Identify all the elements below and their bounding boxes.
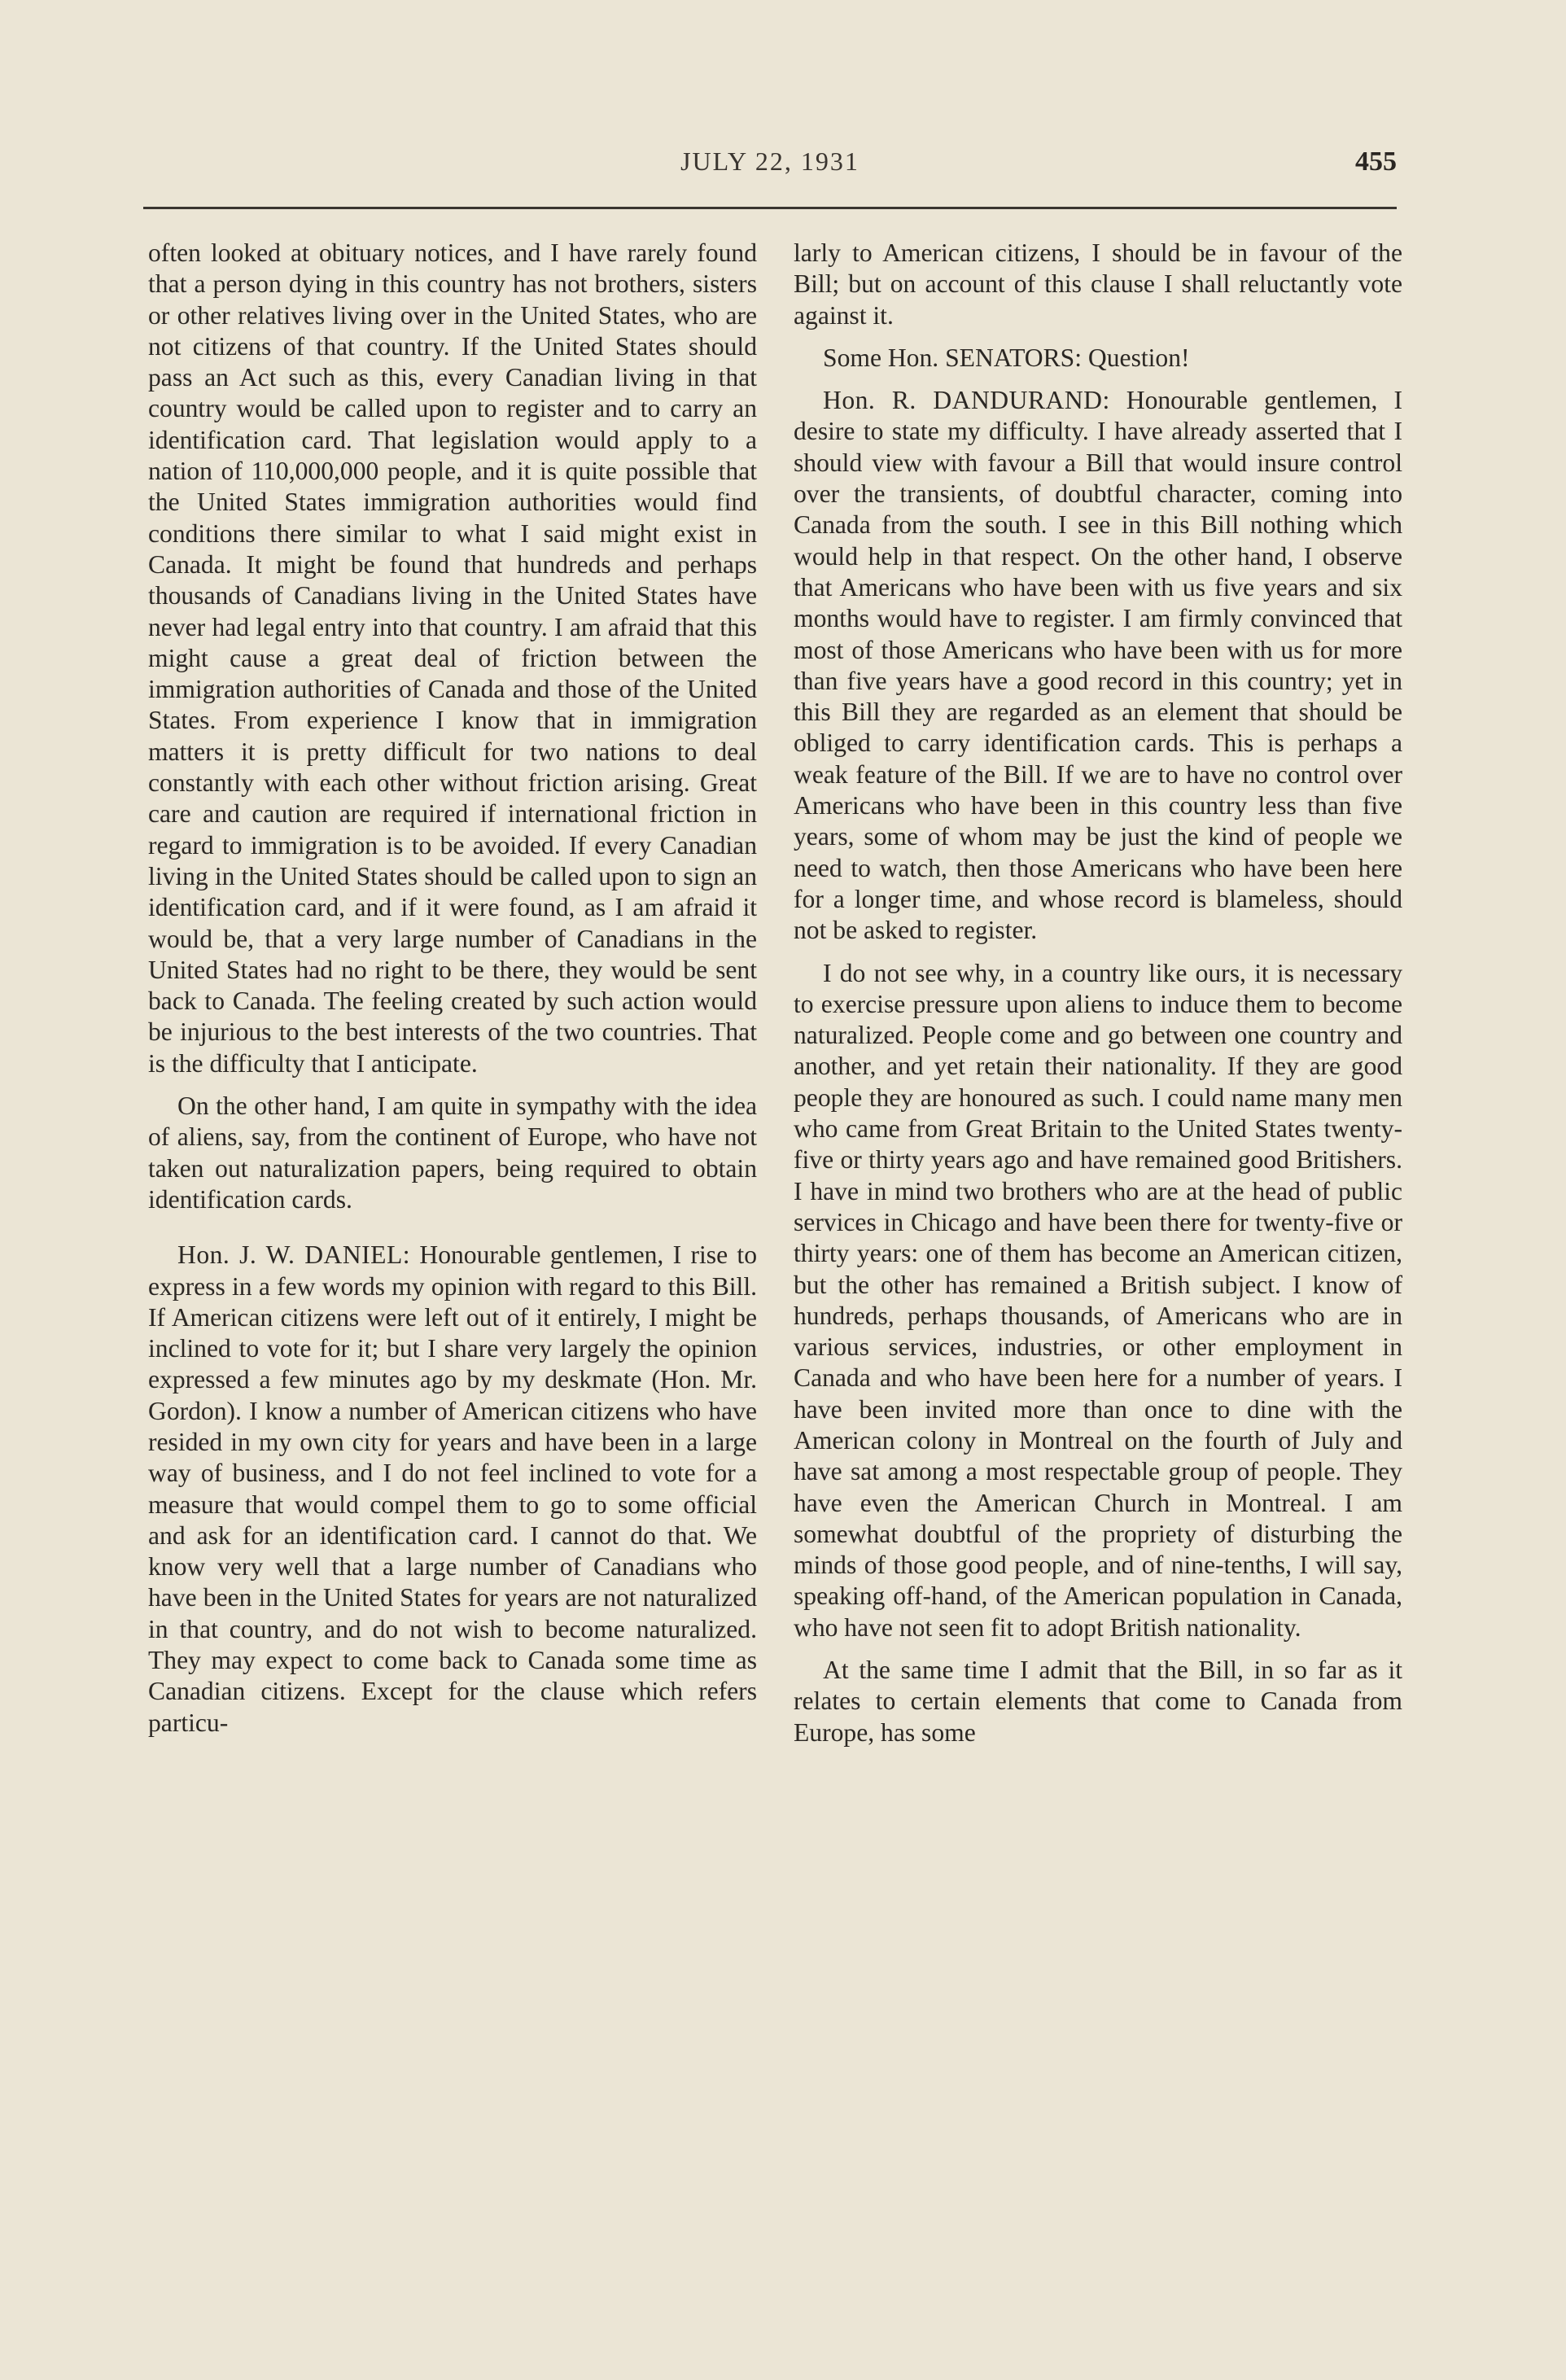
left-paragraph-3 bbox=[148, 1240, 757, 1739]
page-header bbox=[143, 147, 1397, 195]
right-paragraph-3 bbox=[794, 385, 1402, 946]
right-paragraph-1: larly to American citizens, I should be in favour of the Bill; but on account of this clause I shall reluctantly vote against it. bbox=[794, 238, 1402, 330]
left-paragraph-2: On the other hand, I am quite in sympathy with the idea of aliens, say, from the continent of Europe, who have not taken out naturalization papers, being required to obtain identification cards. bbox=[148, 1092, 757, 1214]
right-column bbox=[794, 238, 1402, 1748]
right-paragraph-2: Some Hon. SENATORS: Question! bbox=[823, 343, 1190, 372]
daniel-speech: Honourable gentlemen, I rise to express in a few words my opinion with regard to this Bill. If American citizens were left out of it entirely, I might be inclined to vote for it; but I share very largely the opinion expressed a few minutes ago by my deskmate (Hon. Mr. Gordon). I know a number of American citizens who have resided in my own city for years and have been in a large way of business, and I do not feel inclined to vote for a measure that would compel them to go to some official and ask for an identification card. I cannot do that. We know very well that a large number of Canadians who have been in the United States for years are not naturalized in that country, and do not wish to become naturalized. They may expect to come back to Canada some time as Canadian citizens. Except for the clause which refers particu- bbox=[148, 1240, 757, 1737]
speaker-dandurand: Hon. R. DANDURAND: bbox=[823, 386, 1110, 415]
left-column bbox=[148, 238, 757, 1739]
page-number: 455 bbox=[1355, 147, 1397, 177]
header-date: JULY 22, 1931 bbox=[680, 147, 860, 176]
right-paragraph-4: I do not see why, in a country like ours, it is necessary to exercise pressure upon aliens to induce them to become naturalized. People come and go between one country and another, and yet retain their nationality. If they are good people they are honoured as such. I could name many men who came from Great Britain to the United States twenty-five or thirty years ago and have remained good Britishers. I have in mind two brothers who are at the head of public services in Chicago and have been there for twenty-five or thirty years: one of them has become an American citizen, but the other has remained a British subject. I know of hundreds, perhaps thousands, of Americans who are in various services, industries, or other employment in Canada and who have been here for a number of years. I have been invited more than once to dine with the American colony in Montreal on the fourth of July and have sat among a most respectable group of people. They have even the American Church in Montreal. I am somewhat doubtful of the propriety of disturbing the minds of those good people, and of nine-tenths, I will say, speaking off-hand, of the American population in Canada, who have not seen fit to adopt British nationality. bbox=[794, 958, 1402, 1642]
left-paragraph-1: often looked at obituary notices, and I have rarely found that a person dying in this country has not brothers, sisters or other relatives living over in the United States, who are not citizens of that country. If the United States should pass an Act such as this, every Canadian living in that country would be called upon to register and to carry an identification card. That legislation would apply to a nation of 110,000,000 people, and it is quite possible that the United States immigration authorities would find conditions there similar to what I said might exist in Canada. It might be found that hundreds and perhaps thousands of Canadians living in the United States have never had legal entry into that country. I am afraid that this might cause a great deal of friction between the immigration authorities of Canada and those of the United States. From experience I know that in immigration matters it is pretty difficult for two nations to deal constantly with each other without friction arising. Great care and caution are required if international friction in regard to immigration is to be avoided. If every Canadian living in the United States should be called upon to sign an identification card, and if it were found, as I am afraid it would be, that a very large number of Canadians in the United States had no right to be there, they would be sent back to Canada. The feeling created by such action would be injurious to the best interests of the two countries. That is the difficulty that I anticipate. bbox=[148, 238, 757, 1078]
header-rule bbox=[143, 207, 1397, 209]
speaker-daniel: Hon. J. W. DANIEL: bbox=[177, 1240, 411, 1270]
dandurand-speech: Honourable gentlemen, I desire to state my difficulty. I have already asserted that I should view with favour a Bill that would insure control over the transients, of doubtful character, coming into Canada from the south. I see in this Bill nothing which would help in that respect. On the other hand, I observe that Americans who have been with us five years and six months would have to register. I am firmly convinced that most of those Americans who have been with us for more than five years have a good record in this country; yet in this Bill they are regarded as an element that should be obliged to carry identification cards. This is perhaps a weak feature of the Bill. If we are to have no control over Americans who have been in this country less than five years, some of whom may be just the kind of people we need to watch, then those Americans who have been here for a longer time, and whose record is blameless, should not be asked to register. bbox=[794, 386, 1402, 945]
right-paragraph-5: At the same time I admit that the Bill, in so far as it relates to certain elements that come to Canada from Europe, has some bbox=[794, 1656, 1402, 1747]
